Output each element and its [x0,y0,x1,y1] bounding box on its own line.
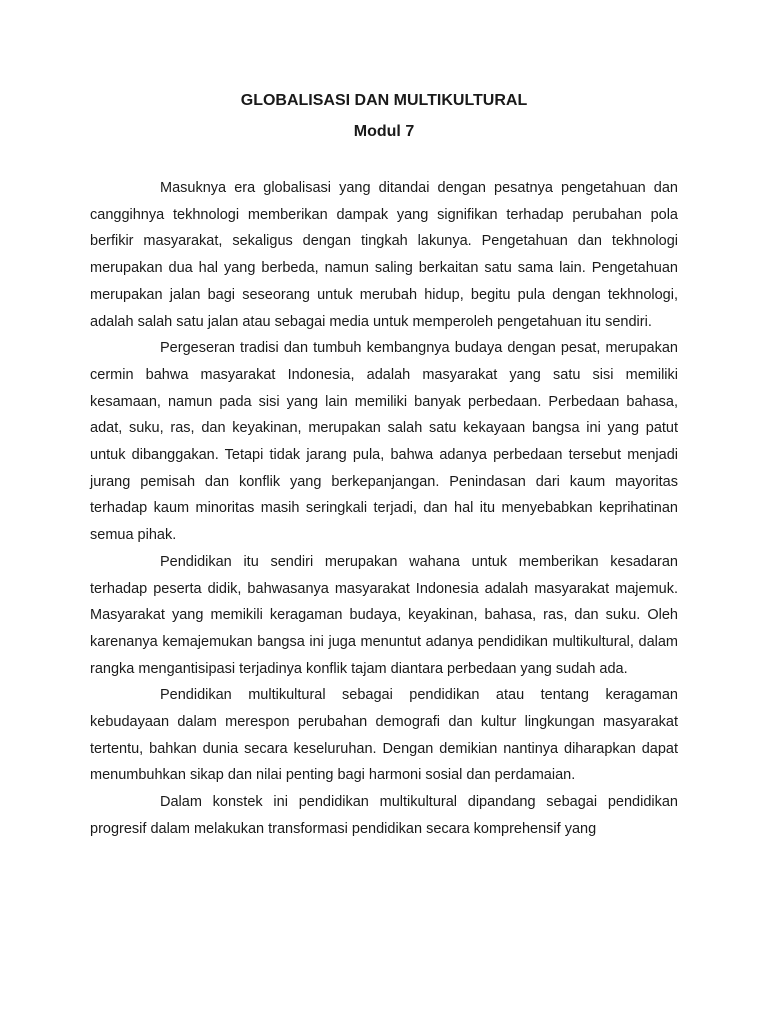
paragraph: Dalam konstek ini pendidikan multikultural dipandang sebagai pendidikan progresif dalam melakukan transformasi pendidikan secara komprehensif yang [90,794,678,837]
document-page [90,90,678,843]
paragraph: Pendidikan itu sendiri merupakan wahana untuk memberikan kesadaran terhadap peserta didik, bahwasanya masyarakat Indonesia adalah masyarakat majemuk. Masyarakat yang memikili keragaman budaya, keyakinan, bahasa, ras, dan suku. Oleh karenanya kemajemukan bangsa ini juga menuntut adanya pendidikan multikultural, dalam rangka mengantisipasi terjadinya konflik tajam diantara perbedaan yang sudah ada. [90,553,678,677]
paragraph: Pergeseran tradisi dan tumbuh kembangnya budaya dengan pesat, merupakan cermin bahwa masyarakat Indonesia, adalah masyarakat yang satu sisi memiliki kesamaan, namun pada sisi yang lain memiliki banyak perbedaan. Perbedaan bahasa, adat, suku, ras, dan keyakinan, merupakan salah satu kekayaan bangsa ini yang patut untuk dibanggakan. Tetapi tidak jarang pula, bahwa adanya perbedaan tersebut menjadi jurang pemisah dan konflik yang berkepanjangan. Penindasan dari kaum mayoritas terhadap kaum minoritas masih seringkali terjadi, dan hal itu menyebabkan keprihatinan semua pihak. [90,340,678,544]
paragraph: Masuknya era globalisasi yang ditandai dengan pesatnya pengetahuan dan canggihnya tekhnologi memberikan dampak yang signifikan terhadap perubahan pola berfikir masyarakat, sekaligus dengan tingkah lakunya. Pengetahuan dan tekhnologi merupakan dua hal yang berbeda, namun saling berkaitan satu sama lain. Pengetahuan merupakan jalan bagi seseorang untuk merubah hidup, begitu pula dengan tekhnologi, adalah salah satu jalan atau sebagai media untuk memperoleh pengetahuan itu sendiri. [90,180,678,330]
document-body [90,175,678,843]
paragraph: Pendidikan multikultural sebagai pendidikan atau tentang keragaman kebudayaan dalam merespon perubahan demografi dan kultur lingkungan masyarakat tertentu, bahkan dunia secara keseluruhan. Dengan demikian nantinya diharapkan dapat menumbuhkan sikap dan nilai penting bagi harmoni sosial dan perdamaian. [90,687,678,784]
document-title: GLOBALISASI DAN MULTIKULTURAL [240,92,528,109]
document-subtitle: Modul 7 [353,123,415,140]
